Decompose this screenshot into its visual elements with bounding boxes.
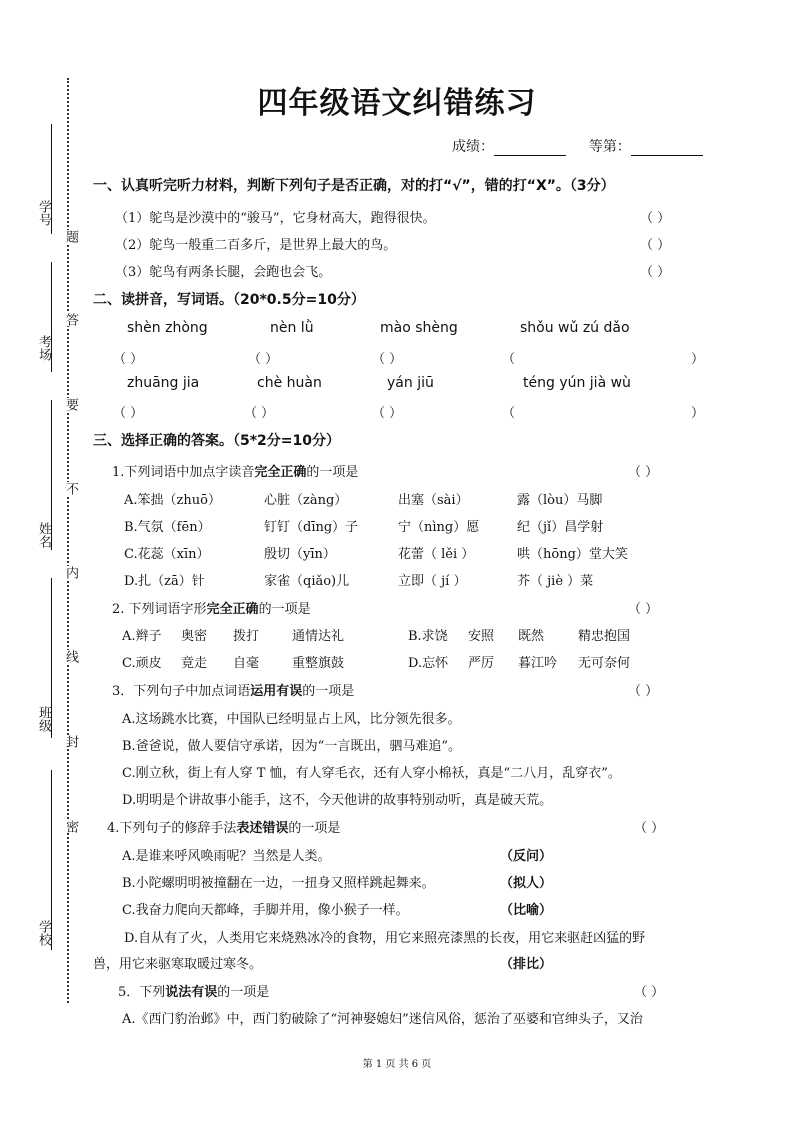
answer-box[interactable]: （ ） [372,352,403,367]
option-cell: C.花蕊（xīn） [124,547,210,562]
option-cell: B.气氛（fēn） [124,520,211,535]
option-cell: 心脏（zàng） [264,493,348,508]
name-label: 姓名 [36,522,51,548]
question-3-stem: 3．下列句子中加点词语运用有误的一项是 [112,684,355,699]
answer-parens[interactable]: （ ） [640,265,671,280]
student-number-blank[interactable] [51,124,52,234]
option-cell: 暮江吟 [518,656,558,671]
option-line: B.小陀螺明明被撞翻在一边，一扭身又照样跳起舞来。 [122,876,435,891]
question-1-stem: 1.下列词语中加点字读音完全正确的一项是 [112,465,359,480]
answer-parens[interactable]: （ ） [634,821,665,836]
section3-heading: 三、选择正确的答案。（5*2分=10分） [93,433,341,449]
answer-box[interactable]: （ ） [244,406,275,421]
option-cell: 奥密 [181,629,208,644]
rhetoric-tag: （反问） [500,849,553,864]
answer-box[interactable]: （ ） [248,352,279,367]
answer-parens[interactable]: （ ） [634,985,665,1000]
option-cell: A.笨拙（zhuō） [124,493,221,508]
option-line: A.是谁来呼风唤雨呢？当然是人类。 [122,849,331,864]
grade-blank[interactable] [631,141,703,156]
binding-char: 密 [63,820,78,833]
pinyin-item: zhuāng jia [127,375,200,391]
option-cell: 严厉 [468,656,495,671]
page-title: 四年级语文纠错练习 [257,86,537,121]
pinyin-item: chè huàn [257,375,322,391]
rhetoric-tag: （比喻） [500,903,553,918]
grade-label: 等第： [588,139,631,155]
option-cell: 家雀（qiǎo)儿 [264,574,350,589]
class-blank[interactable] [51,578,52,738]
score-field[interactable] [452,136,703,156]
answer-box[interactable]: （ ） [113,352,144,367]
answer-box[interactable]: （ ） [113,406,144,421]
answer-parens[interactable]: （ ） [640,238,671,253]
option-cell: 芥（ jiè ）菜 [517,574,594,589]
option-cell: 宁（nìng）愿 [398,520,480,535]
option-cell: A.辫子 [122,629,162,644]
binding-char: 不 [63,482,78,495]
section1-item: （3）鸵鸟有两条长腿，会跑也会飞。 [115,265,332,280]
binding-char: 内 [63,566,78,579]
pinyin-item: yán jiū [387,375,434,391]
option-line: B.爸爸说，做人要信守承诺，因为“一言既出，驷马难追”。 [122,739,461,754]
option-cell: 钉钉（dīng）子 [264,520,359,535]
pinyin-item: nèn lǜ [270,320,314,336]
binding-char: 要 [63,398,78,411]
option-cell: 自毫 [233,656,260,671]
option-cell: D.扎（zā）针 [124,574,205,589]
question-4-stem: 4.下列句子的修辞手法表述错误的一项是 [107,821,341,836]
school-label: 学校 [36,920,51,946]
binding-char: 封 [63,735,78,748]
student-number-label: 学号 [36,200,51,226]
pinyin-item: shǒu wǔ zú dǎo [520,320,630,336]
binding-char: 题 [63,230,78,243]
option-line: C.我奋力爬向天都峰，手脚并用，像小猴子一样。 [122,903,409,918]
answer-parens[interactable]: （ ） [628,684,659,699]
exam-room-blank[interactable] [51,262,52,372]
score-blank[interactable] [494,141,566,156]
option-cell: 既然 [518,629,545,644]
option-cell: 无可奈何 [578,656,631,671]
section2-heading: 二、读拼音，写词语。（20*0.5分=10分） [93,292,365,308]
option-line: A.《西门豹治邺》中，西门豹破除了“河神娶媳妇”迷信风俗，惩治了巫婆和官绅头子，又治 [122,1012,643,1027]
question-5-stem: 5．下列说法有误的一项是 [118,985,270,1000]
option-cell: D.忘怀 [408,656,449,671]
section1-heading: 一、认真听完听力材料，判断下列句子是否正确，对的打“√”，错的打“X”。（3分） [93,178,615,194]
option-cell: B.求饶 [408,629,448,644]
question-2-stem: 2. 下列词语字形完全正确的一项是 [112,602,311,617]
school-blank[interactable] [51,770,52,950]
rhetoric-tag: （拟人） [500,876,553,891]
answer-parens[interactable]: （ ） [640,211,671,226]
option-cell: 通情达礼 [292,629,345,644]
option-cell: 精忠抱国 [578,629,631,644]
option-line: D.自从有了火，人类用它来烧熟冰冷的食物，用它来照亮漆黑的长夜，用它来驱赶凶猛的野 [124,931,646,946]
binding-char: 答 [63,313,78,326]
pinyin-item: mào shèng [380,320,458,336]
pinyin-item: téng yún jià wù [523,375,631,391]
pinyin-item: shèn zhòng [127,320,208,336]
page-number: 第 1 页 共 6 页 [362,1059,432,1070]
section1-item: （2）鸵鸟一般重二百多斤，是世界上最大的鸟。 [115,238,397,253]
score-label: 成绩： [452,139,494,155]
answer-box-wide[interactable]: （ ） [502,406,705,421]
option-cell: 纪（jǐ）昌学射 [517,520,604,535]
option-cell: 安照 [468,629,495,644]
option-cell: 出塞（sài） [398,493,469,508]
option-cell: 重整旗鼓 [292,656,345,671]
option-cell: 立即（ jí ） [398,574,467,589]
option-line: A.这场跳水比赛，中国队已经明显占上风，比分领先很多。 [122,712,461,727]
option-cell: 哄（hōng）堂大笑 [517,547,628,562]
binding-dotted-line [67,78,69,1003]
binding-char: 线 [63,650,78,663]
option-cell: 露（lòu）马脚 [517,493,603,508]
class-label: 班级 [36,706,51,732]
answer-parens[interactable]: （ ） [628,465,659,480]
option-line: 兽，用它来驱寒取暖过寒冬。 [93,957,263,972]
rhetoric-tag: （排比） [500,957,553,972]
exam-room-label: 考场 [36,335,51,361]
name-blank[interactable] [51,400,52,550]
option-cell: 花蕾（ lěi ） [398,547,475,562]
option-cell: 殷切（yīn） [264,547,336,562]
option-cell: C.顽皮 [122,656,162,671]
answer-box[interactable]: （ ） [372,406,403,421]
answer-box-wide[interactable]: （ ） [502,352,705,367]
section1-item: （1）鸵鸟是沙漠中的“骏马”，它身材高大，跑得很快。 [115,211,436,226]
option-line: D.明明是个讲故事小能手，这不，今天他讲的故事特别动听，真是破天荒。 [122,793,553,808]
option-cell: 拨打 [233,629,260,644]
answer-parens[interactable]: （ ） [628,602,659,617]
option-cell: 竟走 [181,656,208,671]
option-line: C.刚立秋，街上有人穿 T 恤，有人穿毛衣，还有人穿小棉袄，真是“二八月，乱穿衣”。 [122,766,621,781]
